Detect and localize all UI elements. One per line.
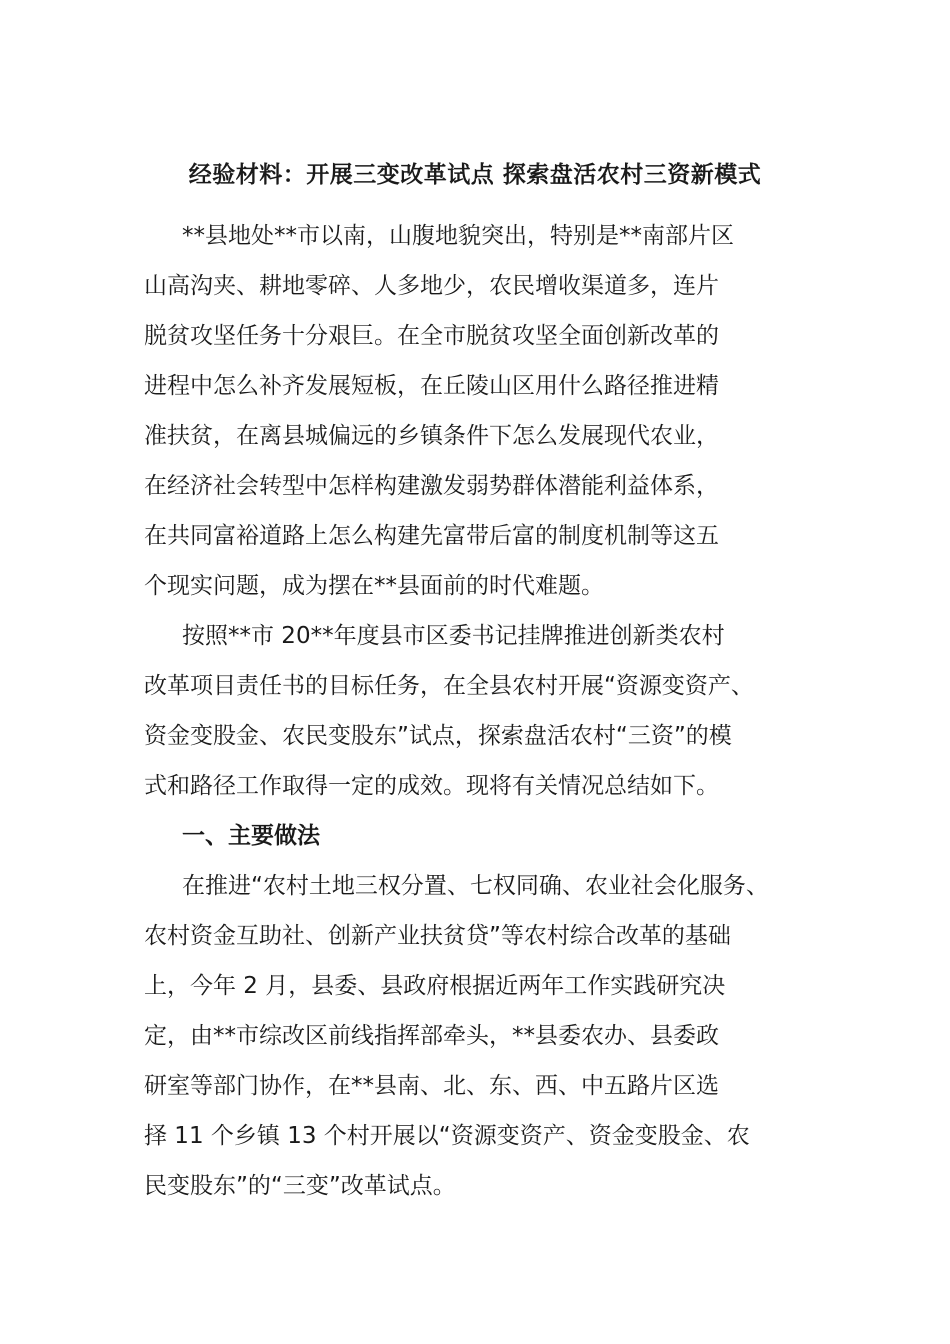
paragraph-line: 进程中怎么补齐发展短板，在丘陵山区用什么路径推进精 (144, 373, 719, 399)
paragraph-line: 在共同富裕道路上怎么构建先富带后富的制度机制等这五 (144, 523, 719, 549)
paragraph-line: 定，由**市综改区前线指挥部牵头，**县委农办、县委政 (144, 1023, 719, 1049)
paragraph-line: 个现实问题，成为摆在**县面前的时代难题。 (144, 573, 604, 599)
paragraph-line: 民变股东”的“三变”改革试点。 (144, 1173, 456, 1199)
paragraph-line: **县地处**市以南，山腹地貌突出，特别是**南部片区 (182, 223, 734, 249)
paragraph-line: 在推进“农村土地三权分置、七权同确、农业社会化服务、 (182, 873, 769, 899)
paragraph-line: 准扶贫，在离县城偏远的乡镇条件下怎么发展现代农业， (144, 423, 719, 449)
paragraph-line: 农村资金互助社、创新产业扶贫贷”等农村综合改革的基础 (144, 923, 731, 949)
paragraph-line: 改革项目责任书的目标任务，在全县农村开展“资源变资产、 (144, 673, 754, 699)
paragraph-line: 资金变股金、农民变股东”试点，探索盘活农村“三资”的模 (144, 723, 732, 749)
paragraph-line: 脱贫攻坚任务十分艰巨。在全市脱贫攻坚全面创新改革的 (144, 323, 719, 349)
paragraph-line: 按照**市 20**年度县市区委书记挂牌推进创新类农村 (182, 623, 725, 649)
paragraph-line: 研室等部门协作，在**县南、北、东、西、中五路片区选 (144, 1073, 719, 1099)
paragraph-line: 择 11 个乡镇 13 个村开展以“资源变资产、资金变股金、农 (144, 1123, 750, 1149)
paragraph-line: 上，今年 2 月，县委、县政府根据近两年工作实践研究决 (144, 973, 726, 999)
paragraph-line: 在经济社会转型中怎样构建激发弱势群体潜能利益体系， (144, 473, 719, 499)
paragraph-line: 式和路径工作取得一定的成效。现将有关情况总结如下。 (144, 773, 719, 799)
document-body (144, 214, 844, 1214)
section-heading: 一、主要做法 (182, 823, 320, 849)
paragraph-line: 山高沟夹、耕地零碎、人多地少，农民增收渠道多，连片 (144, 273, 719, 299)
document-title: 经验材料：开展三变改革试点 探索盘活农村三资新模式 (188, 162, 762, 188)
